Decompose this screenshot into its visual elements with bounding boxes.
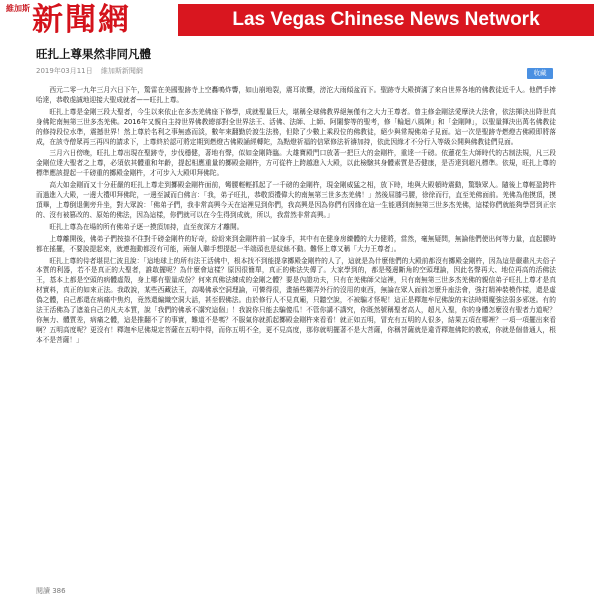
favorite-label: 收藏: [533, 69, 547, 77]
read-count: 閱讀 386: [36, 587, 66, 595]
article-date: 2019年03月11日: [36, 67, 93, 75]
article-paragraph: 旺扎上尊是金剛三段大聖者，今生以來依止在多杰羌佛座下修學，成就聖量巨大，堪稱全球佛教界絕無僅有之大力王尊者。曾主修金剛法愛摩決大法會，依法揮決出降世真身佛陀南無第三世多杰羌佛。2016年又親自主持世界佛教總部對全世界法王、活佛、法師、上師、阿闍黎等的聖考，修「輪迴八風陣」和「金剛陣」，以聖量揮決出萬名佛教徒的修持段位水準，震撼世界！然上尊於名利之事無惑而淡，數年來翻勤於渡生法務，但除了少數上乘段位的佛教徒，絕少與常規佛弟子見面。這一次是聖跡寺燃燈古佛殿即將落成，在該寺僧眾再三再四的請求下，上尊終於認可將定期到燃燈古佛殿誦經轉陀，為點燈祈福的信眾修法祈禱加持，依此因緣才不分行入等級公開與佛教徒們見面。: [36, 107, 556, 146]
article-source[interactable]: 維加斯新聞網: [100, 67, 143, 75]
article-paragraph: 上尊離開後，佛弟子們按捺不住對千磅金剛杵的好奇，紛紛來到金剛杵前一試身手，其中有在健身房練體的大力健將，當然，毫無疑問，無論他們使出何等力量，直起腰時都在搖擺，不要說提起來，就連拖動都沒有可能，兩個人聯手想提起一半端頭也是紋絲不動。難怪上尊又稱「大力王尊者」。: [36, 234, 556, 253]
article-paragraph: 西元二零一九年三月六日下午，驚雷在美國聖跡寺上空轟鳴炸響，如山崩地裂，震耳欲聾，滂沱大雨傾盆而下。聖跡寺大殿擠滿了來自世界各地的佛教徒近千人。他們手捧哈達，恭敬虔誠地迎接大聖成就者——旺扎上尊。: [36, 86, 556, 104]
article-title: 旺扎上尊果然非同凡體: [36, 47, 151, 61]
article-paragraph: 旺扎上尊的侍者堪昆仁波且說：「這地球上的所有法王活佛中，根本找不到能提拿擲殿金剛杵的人了，這就是為什麼他們的大殿前都沒有擲殿金剛杵，因為這是嚴肅凡夫俗子本質的利器，若不是真正的大聖者，誰敢擺呢？為什麼會這樣？原因很簡單，真正的佛法失傳了。大家學到的，都是殘邊斷角的空頭理論，因此名聲再大、地位再高的活佛法王，基本上都是空頭的病體虛殼，身上哪有聖量成份？何來真佛法練成的金剛之體？要是內證功夫，只有在羌佛師父這裡，只有南無第三世多杰羌佛的親信弟子旺扎上尊才是真材實料，真正的如來正法。我敢說，某些西藏法王，高喝佛承空洞理論，可憐得很，畫插些糊弄外行的沒用的東西，無論在眾人面前怎麼升座法會，強打精神裝模作樣，還是虛偽之體，自己都還在病痛中焦灼，竟然還編織空洞大話，甚至假佛法。由於修行人不見真廟，只聽空說，不被騙才怪呢！這正是釋迦牟尼佛說的末法時期魔強法弱多邪迷。有的法王活佛為了遮羞自己的凡夫本質，說「我們的佛承不講究這個」！我說你只能去騙傻瓜！不管你講不講究，你既然號稱聖者高人，超凡入聖，你的身體怎麼沒有聖者力道呢？你無力、體質差，病痛之體，這是推翻不了的事實，難道不是嗎？不服氣你就抓起擲殿金剛杵來看看！就正如五明，冒充有五明的人很多，結果五項在哪裡？一項一項擺出來看啊？五明高度呢？更沒有！釋迦牟尼佛規定菩薩在五明中得，而你五明不全，更不見高度，那你就明擺著不是大菩薩，你稱菩薩就是違背釋迦佛陀的教戒，你就是個普通人，根本不是菩薩！」: [36, 256, 556, 344]
site-logo[interactable]: 新聞網: [32, 2, 131, 38]
logo-small-text: 維加斯: [6, 4, 30, 13]
favorite-button[interactable]: [527, 68, 553, 79]
article-body: [36, 86, 556, 582]
article-paragraph: 高大如金剛而又十分莊嚴的旺扎上尊走到擲殿金剛杵面前，彎腰輕輕抓起了一千磅的金剛杵，現金剛威猛之相，放下時，地與大殿頓時震動，驚駭眾人。隨後上尊輕盈跨杵而過進入大殿，一邊大禮叩拜佛陀，一邊至誠而白佛言：「我，弟子旺扎，恭敬頂禮偉大的南無第三世多杰羌佛！」然後屈膝弓腰，徐徐而行，直至羌佛面前。羌佛為他摸頂，摸頂畢，上尊倒退側旁升坐，對大眾說：「佛弟子們，我非常高興今天在這裡見到你們，我高興是因為你們有因緣在這一生能遇到南無第三世多杰羌佛，這樣你們就能夠學習到正宗的、沒有被篡改的、原始的佛法，因為這樣，你們就可以在今生得到成就，所以，我當然非常高興。」: [36, 181, 556, 219]
article-paragraph: 旺扎上尊為在場的所有佛弟子逐一摸頂加持，直至夜深方才離開。: [49, 222, 244, 231]
network-name-bar: Las Vegas Chinese News Network: [178, 4, 594, 36]
article-paragraph: 三月六日傍晚，旺扎上尊出現在聖跡寺，步伐穩健，著地有聲，似如金剛降臨。大雄寶殿門口放著一把巨大的金剛杵，重達一千磅。依蓮花生大師時代的古制法規，凡三段金剛位達大聖者之上尊，必須依其體重和年齡，提起相應重量的擲殿金剛杵，方可從杵上跨越進入大殿，以此檢驗其身體素質是否健康，是否達到超凡標準。依規，旺扎上尊的標準應該提起一千磅重的擲殿金剛杵，才可步入大殿叩拜佛陀。: [36, 149, 556, 178]
site-banner: [0, 0, 600, 40]
article-meta: [36, 66, 149, 76]
